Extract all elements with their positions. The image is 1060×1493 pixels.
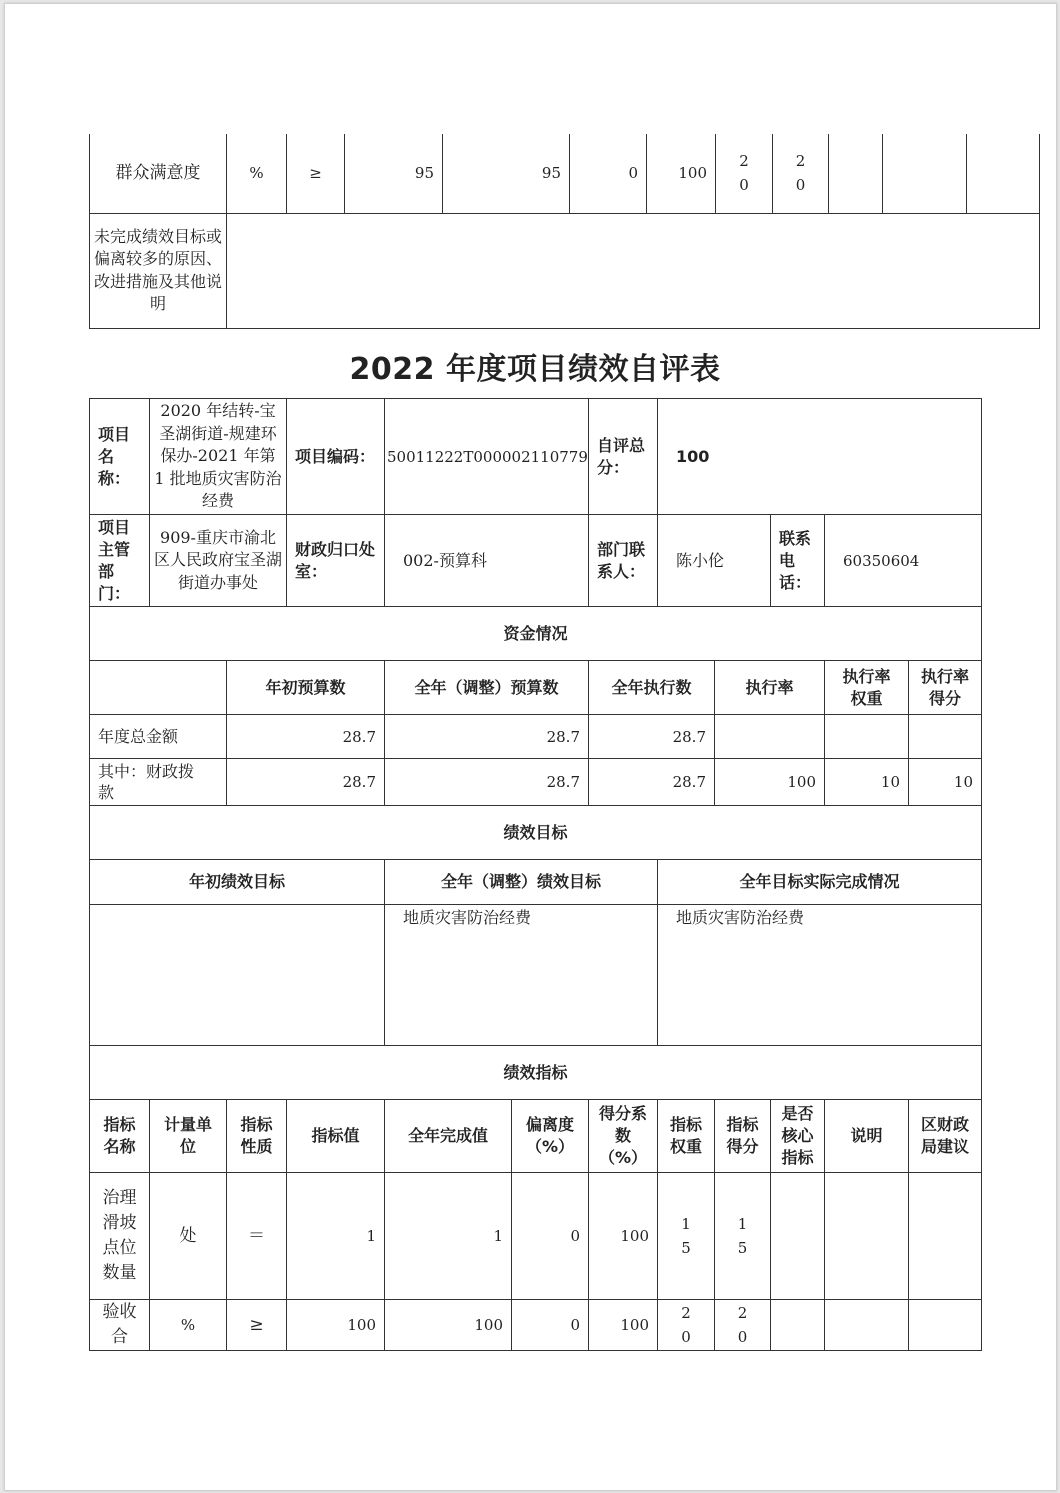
funds-fiscal-label: 其中：财政拨款 — [90, 759, 227, 806]
contact-label: 部门联系人： — [589, 515, 658, 607]
ind-header-coef: 得分系数（%） — [589, 1100, 658, 1173]
indicator-unit: % — [150, 1300, 227, 1351]
indicator-name: 治理滑坡点位数量 — [90, 1173, 150, 1300]
funds-header-score: 执行率得分 — [909, 661, 982, 715]
indicator-actual: 100 — [385, 1300, 512, 1351]
indicator-coef: 100 — [589, 1173, 658, 1300]
indicator-weight: 15 — [658, 1173, 715, 1300]
project-name-label: 项目名称： — [90, 399, 150, 515]
goals-actual: 地质灾害防治经费 — [658, 905, 982, 1046]
goals-section-title: 绩效目标 — [90, 806, 982, 860]
table-row — [90, 1173, 982, 1300]
reason-label: 未完成绩效目标或偏离较多的原因、改进措施及其他说明 — [90, 213, 227, 328]
indicator-deviation: 0 — [512, 1300, 589, 1351]
indicator-core — [829, 134, 883, 213]
self-score-label: 自评总分： — [589, 399, 658, 515]
indicator-score: 20 — [715, 1300, 771, 1351]
indicator-advice — [967, 134, 1040, 213]
indicator-note — [883, 134, 967, 213]
phone-label: 联系电话： — [771, 515, 825, 607]
indicator-nature: ≥ — [227, 1300, 287, 1351]
funds-total-rate — [715, 715, 825, 759]
goals-initial — [90, 905, 385, 1046]
phone-value: 60350604 — [825, 515, 982, 607]
indicator-actual: 95 — [443, 134, 570, 213]
dept-label: 项目主管部门： — [90, 515, 150, 607]
self-score-value: 100 — [658, 399, 982, 515]
indicator-unit: 处 — [150, 1173, 227, 1300]
indicator-note — [825, 1173, 909, 1300]
indicator-nature: ＝ — [227, 1173, 287, 1300]
goals-header-initial: 年初绩效目标 — [90, 860, 385, 905]
ind-header-name: 指标名称 — [90, 1100, 150, 1173]
table-row — [90, 607, 982, 661]
previous-indicator-table — [89, 134, 1040, 329]
goals-header-actual: 全年目标实际完成情况 — [658, 860, 982, 905]
funds-total-executed: 28.7 — [589, 715, 715, 759]
table-row — [90, 759, 982, 806]
funds-header-initial: 年初预算数 — [227, 661, 385, 715]
reason-content — [227, 213, 1040, 328]
page-title: 2022 年度项目绩效自评表 — [349, 352, 721, 387]
finance-value: 002-预算科 — [385, 515, 589, 607]
indicator-actual: 1 — [385, 1173, 512, 1300]
indicator-nature: ≥ — [287, 134, 345, 213]
funds-fiscal-score: 10 — [909, 759, 982, 806]
ind-header-deviation: 偏离度（%） — [512, 1100, 589, 1173]
dept-value: 909-重庆市渝北区人民政府宝圣湖街道办事处 — [150, 515, 287, 607]
indicator-core — [771, 1173, 825, 1300]
funds-header-weight: 执行率权重 — [825, 661, 909, 715]
ind-header-note: 说明 — [825, 1100, 909, 1173]
funds-fiscal-initial: 28.7 — [227, 759, 385, 806]
table-row — [90, 1100, 982, 1173]
indicator-deviation: 0 — [512, 1173, 589, 1300]
funds-total-adjusted: 28.7 — [385, 715, 589, 759]
indicators-section-title: 绩效指标 — [90, 1046, 982, 1100]
funds-total-initial: 28.7 — [227, 715, 385, 759]
table-row — [90, 661, 982, 715]
indicator-advice — [909, 1300, 982, 1351]
goals-adjusted: 地质灾害防治经费 — [385, 905, 658, 1046]
indicator-deviation: 0 — [570, 134, 647, 213]
indicator-score: 15 — [715, 1173, 771, 1300]
funds-fiscal-adjusted: 28.7 — [385, 759, 589, 806]
table-row — [90, 399, 982, 515]
funds-header-adjusted: 全年（调整）预算数 — [385, 661, 589, 715]
project-name-value: 2020 年结转-宝圣湖街道-规建环保办-2021 年第 1 批地质灾害防治经费 — [150, 399, 287, 515]
table-row — [90, 806, 982, 860]
indicator-target: 95 — [345, 134, 443, 213]
ind-header-nature: 指标性质 — [227, 1100, 287, 1173]
ind-header-score: 指标得分 — [715, 1100, 771, 1173]
funds-header-executed: 全年执行数 — [589, 661, 715, 715]
indicator-weight: 20 — [716, 134, 773, 213]
project-code-label: 项目编码： — [287, 399, 385, 515]
table-row — [90, 213, 1040, 328]
table-row — [90, 515, 982, 607]
funds-total-label: 年度总金额 — [90, 715, 227, 759]
indicator-advice — [909, 1173, 982, 1300]
funds-section-title: 资金情况 — [90, 607, 982, 661]
funds-total-score — [909, 715, 982, 759]
indicator-unit: % — [227, 134, 287, 213]
funds-header-rate: 执行率 — [715, 661, 825, 715]
table-row — [90, 1046, 982, 1100]
table-row — [90, 715, 982, 759]
table-row — [90, 905, 982, 1046]
table-row — [90, 1300, 982, 1351]
indicator-target: 100 — [287, 1300, 385, 1351]
funds-header-blank — [90, 661, 227, 715]
indicator-coef: 100 — [647, 134, 716, 213]
table-row — [90, 134, 1040, 213]
document-page — [4, 3, 1057, 1491]
project-code-value: 50011222T000002110779 — [385, 399, 589, 515]
contact-value: 陈小伦 — [658, 515, 771, 607]
indicator-core — [771, 1300, 825, 1351]
funds-fiscal-rate: 100 — [715, 759, 825, 806]
table-row — [90, 860, 982, 905]
funds-fiscal-executed: 28.7 — [589, 759, 715, 806]
ind-header-advice: 区财政局建议 — [909, 1100, 982, 1173]
self-evaluation-table — [89, 398, 982, 1351]
ind-header-weight: 指标权重 — [658, 1100, 715, 1173]
indicator-name: 验收合 — [90, 1300, 150, 1351]
indicator-note — [825, 1300, 909, 1351]
indicator-weight: 20 — [658, 1300, 715, 1351]
finance-label: 财政归口处室： — [287, 515, 385, 607]
indicator-target: 1 — [287, 1173, 385, 1300]
indicator-name: 群众满意度 — [90, 134, 227, 213]
ind-header-target: 指标值 — [287, 1100, 385, 1173]
indicator-coef: 100 — [589, 1300, 658, 1351]
ind-header-unit: 计量单位 — [150, 1100, 227, 1173]
funds-fiscal-weight: 10 — [825, 759, 909, 806]
goals-header-adjusted: 全年（调整）绩效目标 — [385, 860, 658, 905]
ind-header-core: 是否核心指标 — [771, 1100, 825, 1173]
funds-total-weight — [825, 715, 909, 759]
indicator-score: 20 — [773, 134, 829, 213]
ind-header-actual: 全年完成值 — [385, 1100, 512, 1173]
